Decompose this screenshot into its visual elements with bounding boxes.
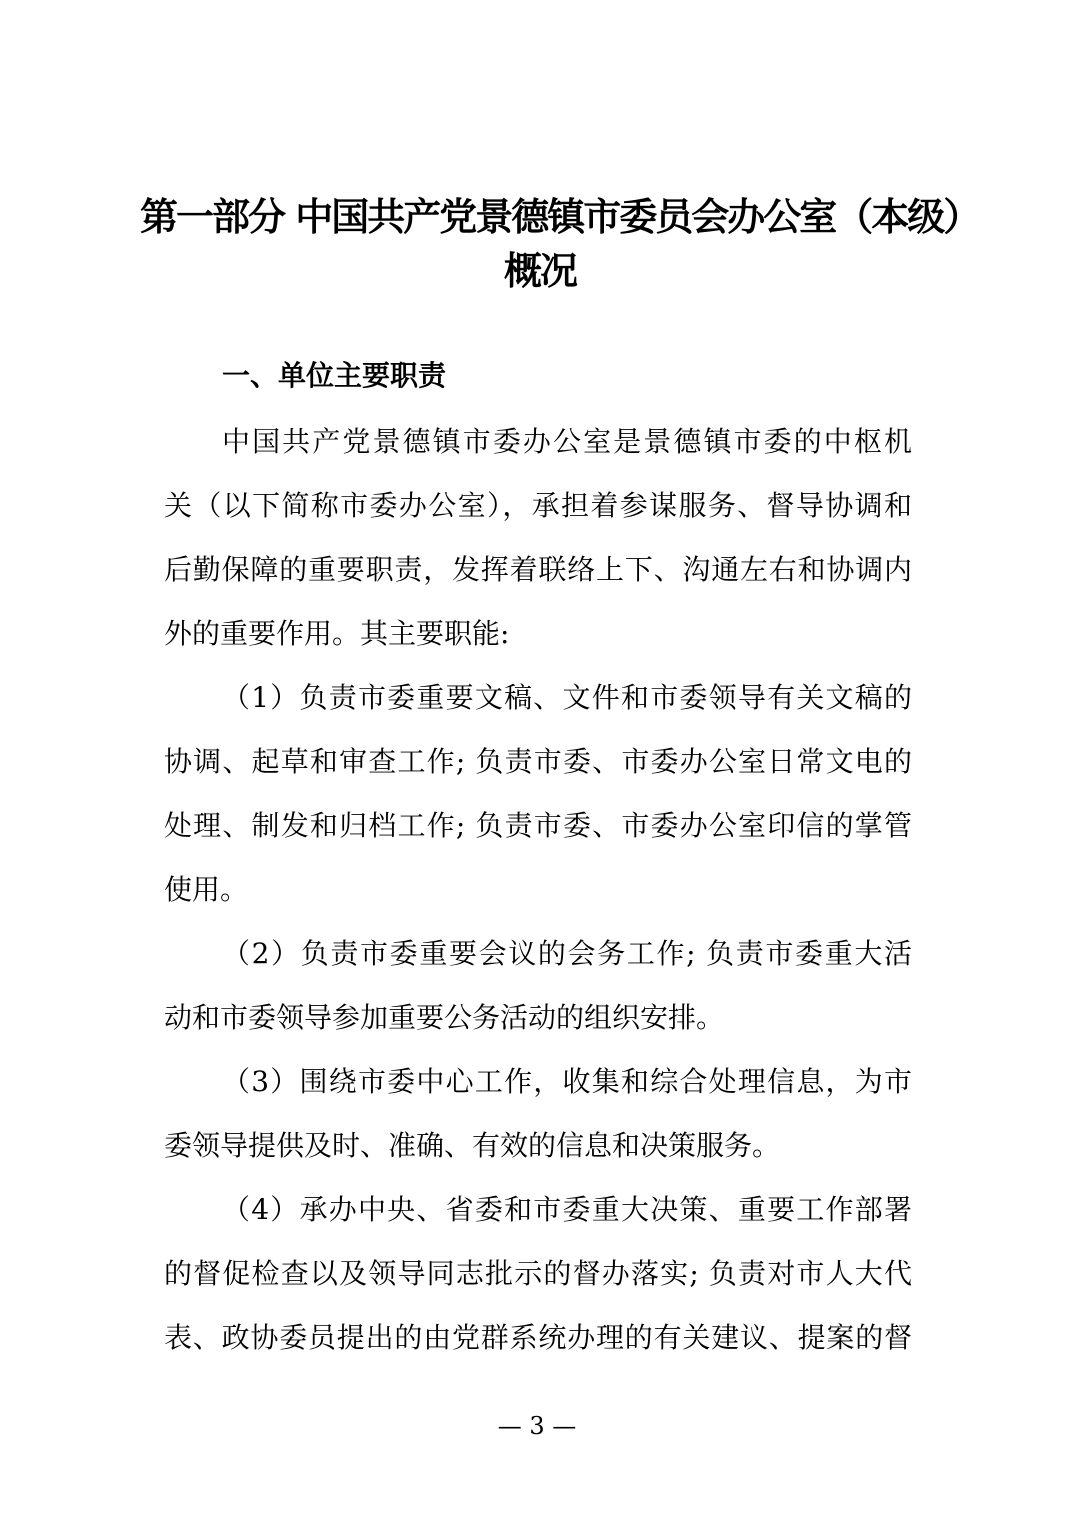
body-line: 中国共产党景德镇市委办公室是景德镇市委的中枢机	[222, 425, 912, 458]
body-line: 协调、起草和审查工作; 负责市委、市委办公室日常文电的	[164, 745, 912, 778]
body-line: 处理、制发和归档工作; 负责市委、市委办公室印信的掌管	[164, 809, 912, 842]
body-line: 关（以下简称市委办公室），承担着参谋服务、督导协调和	[164, 489, 912, 522]
body-line: 外的重要作用。其主要职能:	[164, 617, 510, 650]
body-line: （2）负责市委重要会议的会务工作; 负责市委重大活	[222, 937, 912, 970]
body-line: （4）承办中央、省委和市委重大决策、重要工作部署	[222, 1193, 912, 1226]
body-line: 的督促检查以及领导同志批示的督办落实; 负责对市人大代	[164, 1257, 912, 1290]
body-line: 后勤保障的重要职责，发挥着联络上下、沟通左右和协调内	[164, 553, 912, 586]
page-number: — 3 —	[497, 1412, 577, 1440]
body-line: （1）负责市委重要文稿、文件和市委领导有关文稿的	[222, 681, 912, 714]
document-title-line-1: 第一部分 中国共产党景德镇市委员会办公室（本级）	[140, 195, 980, 239]
document-title-line-2: 概况	[503, 249, 576, 293]
body-line: （3）围绕市委中心工作，收集和综合处理信息，为市	[222, 1065, 912, 1098]
section-heading: 一、单位主要职责	[222, 359, 447, 392]
body-line: 使用。	[164, 873, 249, 906]
body-line: 动和市委领导参加重要公务活动的组织安排。	[164, 1001, 725, 1034]
body-line: 表、政协委员提出的由党群系统办理的有关建议、提案的督	[164, 1321, 912, 1354]
body-line: 委领导提供及时、准确、有效的信息和决策服务。	[164, 1129, 781, 1162]
